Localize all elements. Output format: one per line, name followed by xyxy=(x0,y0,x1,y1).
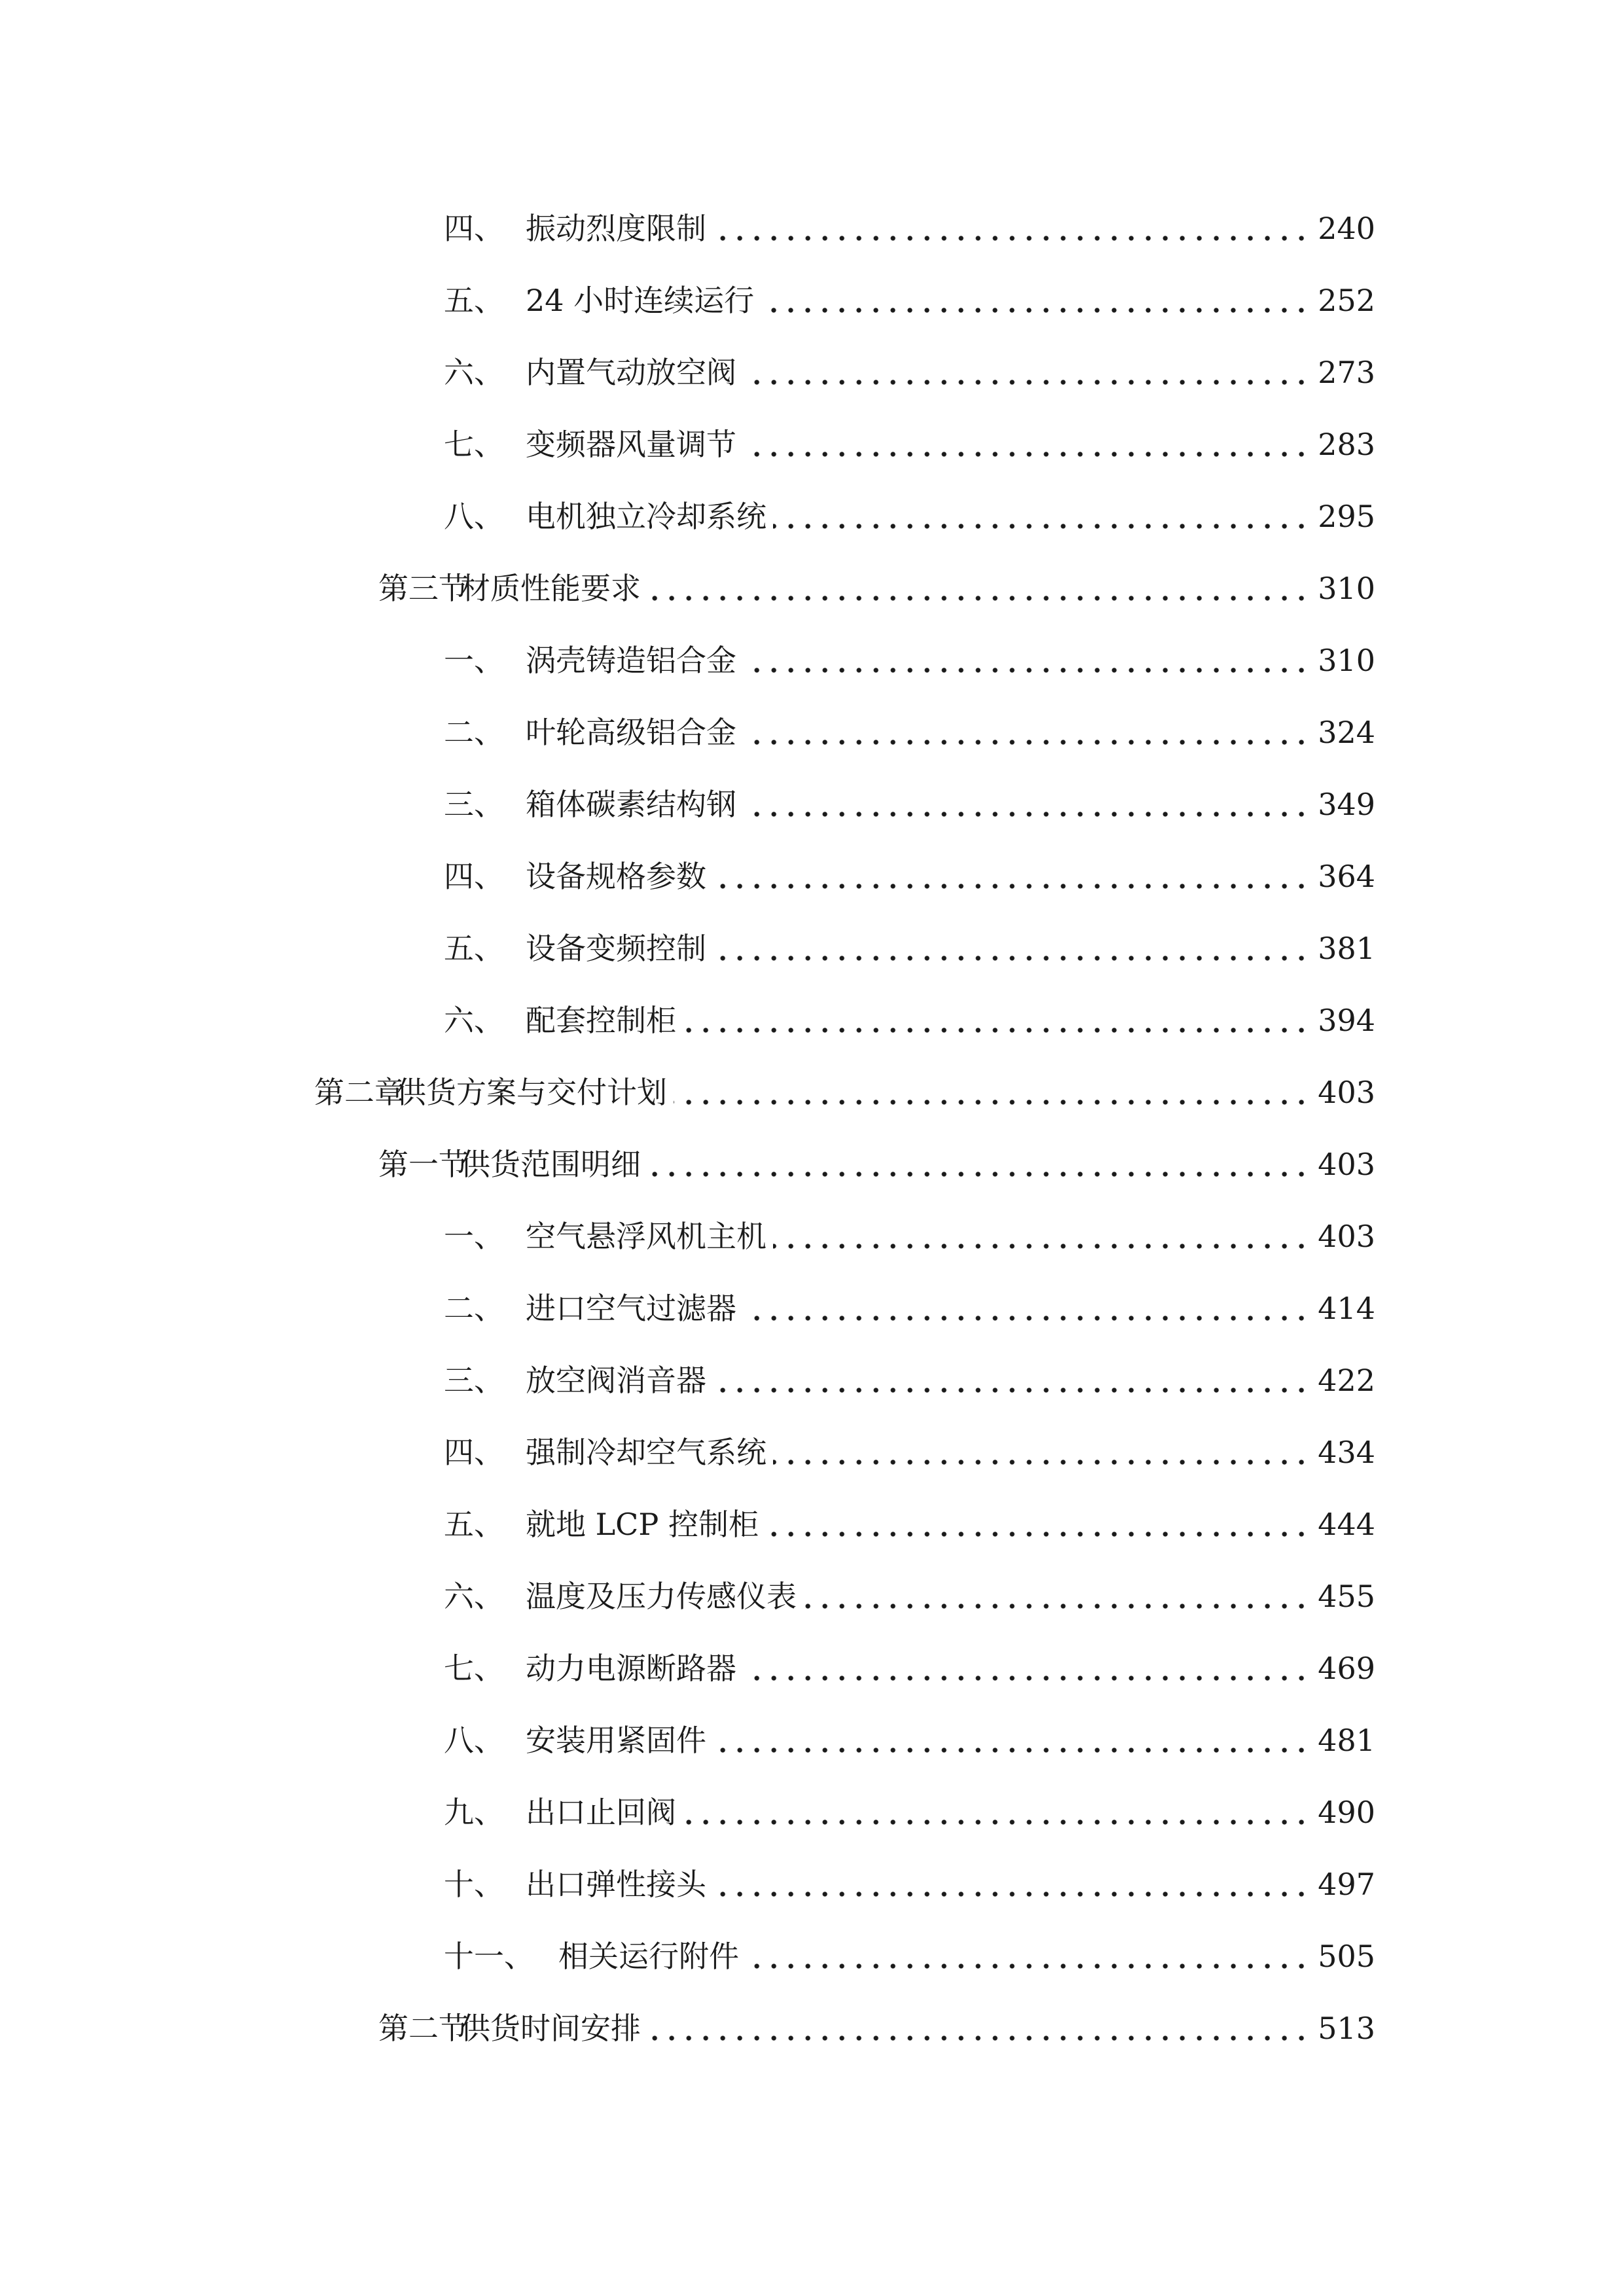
dot-leader xyxy=(713,1861,1310,1907)
dot-leader xyxy=(765,1501,1310,1547)
toc-entry-title: 放空阀消音器 xyxy=(526,1363,706,1398)
dot-leader xyxy=(713,1357,1310,1403)
toc-entry[interactable] xyxy=(444,1789,1375,1835)
dot-leader xyxy=(647,565,1310,611)
dot-leader xyxy=(683,1789,1310,1835)
dot-leader xyxy=(713,206,1310,251)
toc-entry-page: 505 xyxy=(1318,1939,1375,1974)
toc-section-entry[interactable] xyxy=(378,565,1375,611)
dot-leader xyxy=(743,422,1310,467)
toc-entry-title: 振动烈度限制 xyxy=(526,211,706,246)
dot-leader xyxy=(743,781,1310,827)
dot-leader xyxy=(773,1213,1310,1259)
toc-entry[interactable] xyxy=(444,1933,1375,1979)
toc-entry-title: 变频器风量调节 xyxy=(526,427,736,462)
toc-entry[interactable] xyxy=(444,1717,1375,1763)
toc-entry-page: 381 xyxy=(1318,931,1375,966)
toc-entry-number: 四、 xyxy=(444,1435,504,1470)
toc-entry[interactable] xyxy=(444,1501,1375,1547)
toc-entry-title: 供货范围明细 xyxy=(460,1147,641,1182)
toc-entry-number: 二、 xyxy=(444,715,504,750)
toc-entry-title: 强制冷却空气系统 xyxy=(526,1435,767,1470)
toc-entry-page: 497 xyxy=(1318,1867,1375,1902)
toc-entry[interactable] xyxy=(444,1861,1375,1907)
toc-entry-page: 252 xyxy=(1318,283,1375,318)
dot-leader xyxy=(761,278,1310,323)
toc-chapter-entry[interactable] xyxy=(314,1069,1375,1115)
toc-entry-title: 出口弹性接头 xyxy=(526,1867,706,1902)
dot-leader xyxy=(773,1429,1310,1475)
toc-entry-page: 310 xyxy=(1318,571,1375,606)
toc-entry-number: 十、 xyxy=(444,1867,504,1902)
toc-entry-number: 八、 xyxy=(444,499,504,534)
dot-leader xyxy=(647,2005,1310,2051)
toc-entry-page: 283 xyxy=(1318,427,1375,462)
toc-entry[interactable] xyxy=(444,1285,1375,1331)
toc-entry-page: 434 xyxy=(1318,1435,1375,1470)
toc-entry-page: 273 xyxy=(1318,355,1375,390)
toc-entry-title: 24 小时连续运行 xyxy=(526,283,755,318)
toc-entry-title: 温度及压力传感仪表 xyxy=(526,1579,797,1614)
toc-entry-number: 第二章 xyxy=(314,1075,405,1110)
toc-section-entry[interactable] xyxy=(378,2005,1375,2051)
toc-entry-title: 动力电源断路器 xyxy=(526,1651,736,1686)
toc-entry-number: 五、 xyxy=(444,931,504,966)
toc-entry-title: 空气悬浮风机主机 xyxy=(526,1219,767,1254)
toc-entry-title: 配套控制柜 xyxy=(526,1003,676,1038)
toc-entry-page: 403 xyxy=(1318,1219,1375,1254)
toc-entry-number: 十一、 xyxy=(444,1939,534,1974)
toc-entry-number: 七、 xyxy=(444,427,504,462)
toc-entry-number: 一、 xyxy=(444,1219,504,1254)
toc-entry-page: 444 xyxy=(1318,1507,1375,1542)
toc-entry-number: 七、 xyxy=(444,1651,504,1686)
toc-entry-page: 364 xyxy=(1318,859,1375,894)
toc-entry[interactable] xyxy=(444,1429,1375,1475)
dot-leader xyxy=(803,1573,1310,1619)
toc-entry-number: 第二节 xyxy=(378,2011,469,2046)
toc-entry-page: 403 xyxy=(1318,1147,1375,1182)
toc-entry[interactable] xyxy=(444,422,1375,467)
dot-leader xyxy=(713,853,1310,899)
toc-entry-page: 490 xyxy=(1318,1795,1375,1830)
toc-entry-title: 电机独立冷却系统 xyxy=(526,499,767,534)
toc-entry-title: 相关运行附件 xyxy=(558,1939,739,1974)
toc-entry-page: 422 xyxy=(1318,1363,1375,1398)
toc-entry-title: 涡壳铸造铝合金 xyxy=(526,643,736,678)
toc-entry[interactable] xyxy=(444,781,1375,827)
dot-leader xyxy=(743,1645,1310,1691)
dot-leader xyxy=(743,350,1310,395)
toc-entry-title: 供货时间安排 xyxy=(460,2011,641,2046)
toc-entry-number: 五、 xyxy=(444,1507,504,1542)
toc-entry-number: 六、 xyxy=(444,1579,504,1614)
toc-entry-page: 455 xyxy=(1318,1579,1375,1614)
toc-entry-title: 材质性能要求 xyxy=(460,571,641,606)
toc-entry-title: 内置气动放空阀 xyxy=(526,355,736,390)
toc-entry-page: 481 xyxy=(1318,1723,1375,1758)
toc-entry-page: 469 xyxy=(1318,1651,1375,1686)
dot-leader xyxy=(773,493,1310,539)
toc-entry[interactable] xyxy=(444,278,1375,323)
toc-entry[interactable] xyxy=(444,493,1375,539)
dot-leader xyxy=(743,709,1310,755)
toc-entry[interactable] xyxy=(444,997,1375,1043)
dot-leader xyxy=(743,1285,1310,1331)
toc-entry-number: 八、 xyxy=(444,1723,504,1758)
toc-entry-number: 三、 xyxy=(444,1363,504,1398)
toc-entry-title: 进口空气过滤器 xyxy=(526,1291,736,1326)
toc-entry-page: 403 xyxy=(1318,1075,1375,1110)
toc-entry-title: 设备规格参数 xyxy=(526,859,706,894)
dot-leader xyxy=(683,997,1310,1043)
toc-entry-page: 414 xyxy=(1318,1291,1375,1326)
toc-entry[interactable] xyxy=(444,637,1375,683)
toc-entry-number: 九、 xyxy=(444,1795,504,1830)
dot-leader xyxy=(713,925,1310,971)
toc-entry-number: 第三节 xyxy=(378,571,469,606)
toc-entry[interactable] xyxy=(444,1645,1375,1691)
toc-entry-number: 四、 xyxy=(444,859,504,894)
toc-entry-page: 394 xyxy=(1318,1003,1375,1038)
toc-entry-number: 第一节 xyxy=(378,1147,469,1182)
toc-entry-page: 349 xyxy=(1318,787,1375,822)
toc-entry-number: 三、 xyxy=(444,787,504,822)
toc-entry-number: 六、 xyxy=(444,1003,504,1038)
toc-entry-page: 310 xyxy=(1318,643,1375,678)
toc-entry-page: 513 xyxy=(1318,2011,1375,2046)
dot-leader xyxy=(746,1933,1310,1979)
toc-entry-title: 叶轮高级铝合金 xyxy=(526,715,736,750)
toc-entry-page: 295 xyxy=(1318,499,1375,534)
dot-leader xyxy=(674,1069,1310,1115)
toc-entry-page: 324 xyxy=(1318,715,1375,750)
toc-entry[interactable] xyxy=(444,853,1375,899)
dot-leader xyxy=(713,1717,1310,1763)
toc-entry-number: 二、 xyxy=(444,1291,504,1326)
toc-entry-title: 就地 LCP 控制柜 xyxy=(526,1507,759,1542)
toc-entry[interactable] xyxy=(444,350,1375,395)
toc-entry-title: 设备变频控制 xyxy=(526,931,706,966)
toc-entry[interactable] xyxy=(444,1357,1375,1403)
toc-entry[interactable] xyxy=(444,1213,1375,1259)
toc-entry-title: 供货方案与交付计划 xyxy=(396,1075,667,1110)
toc-entry[interactable] xyxy=(444,709,1375,755)
toc-section-entry[interactable] xyxy=(378,1141,1375,1187)
toc-entry-number: 五、 xyxy=(444,283,504,318)
toc-entry[interactable] xyxy=(444,206,1375,251)
toc-entry[interactable] xyxy=(444,925,1375,971)
toc-entry-number: 四、 xyxy=(444,211,504,246)
toc-entry-title: 出口止回阀 xyxy=(526,1795,676,1830)
toc-entry[interactable] xyxy=(444,1573,1375,1619)
dot-leader xyxy=(647,1141,1310,1187)
toc-entry-title: 箱体碳素结构钢 xyxy=(526,787,736,822)
toc-entry-number: 一、 xyxy=(444,643,504,678)
toc-entry-title: 安装用紧固件 xyxy=(526,1723,706,1758)
toc-entry-number: 六、 xyxy=(444,355,504,390)
dot-leader xyxy=(743,637,1310,683)
toc-entry-page: 240 xyxy=(1318,211,1375,246)
